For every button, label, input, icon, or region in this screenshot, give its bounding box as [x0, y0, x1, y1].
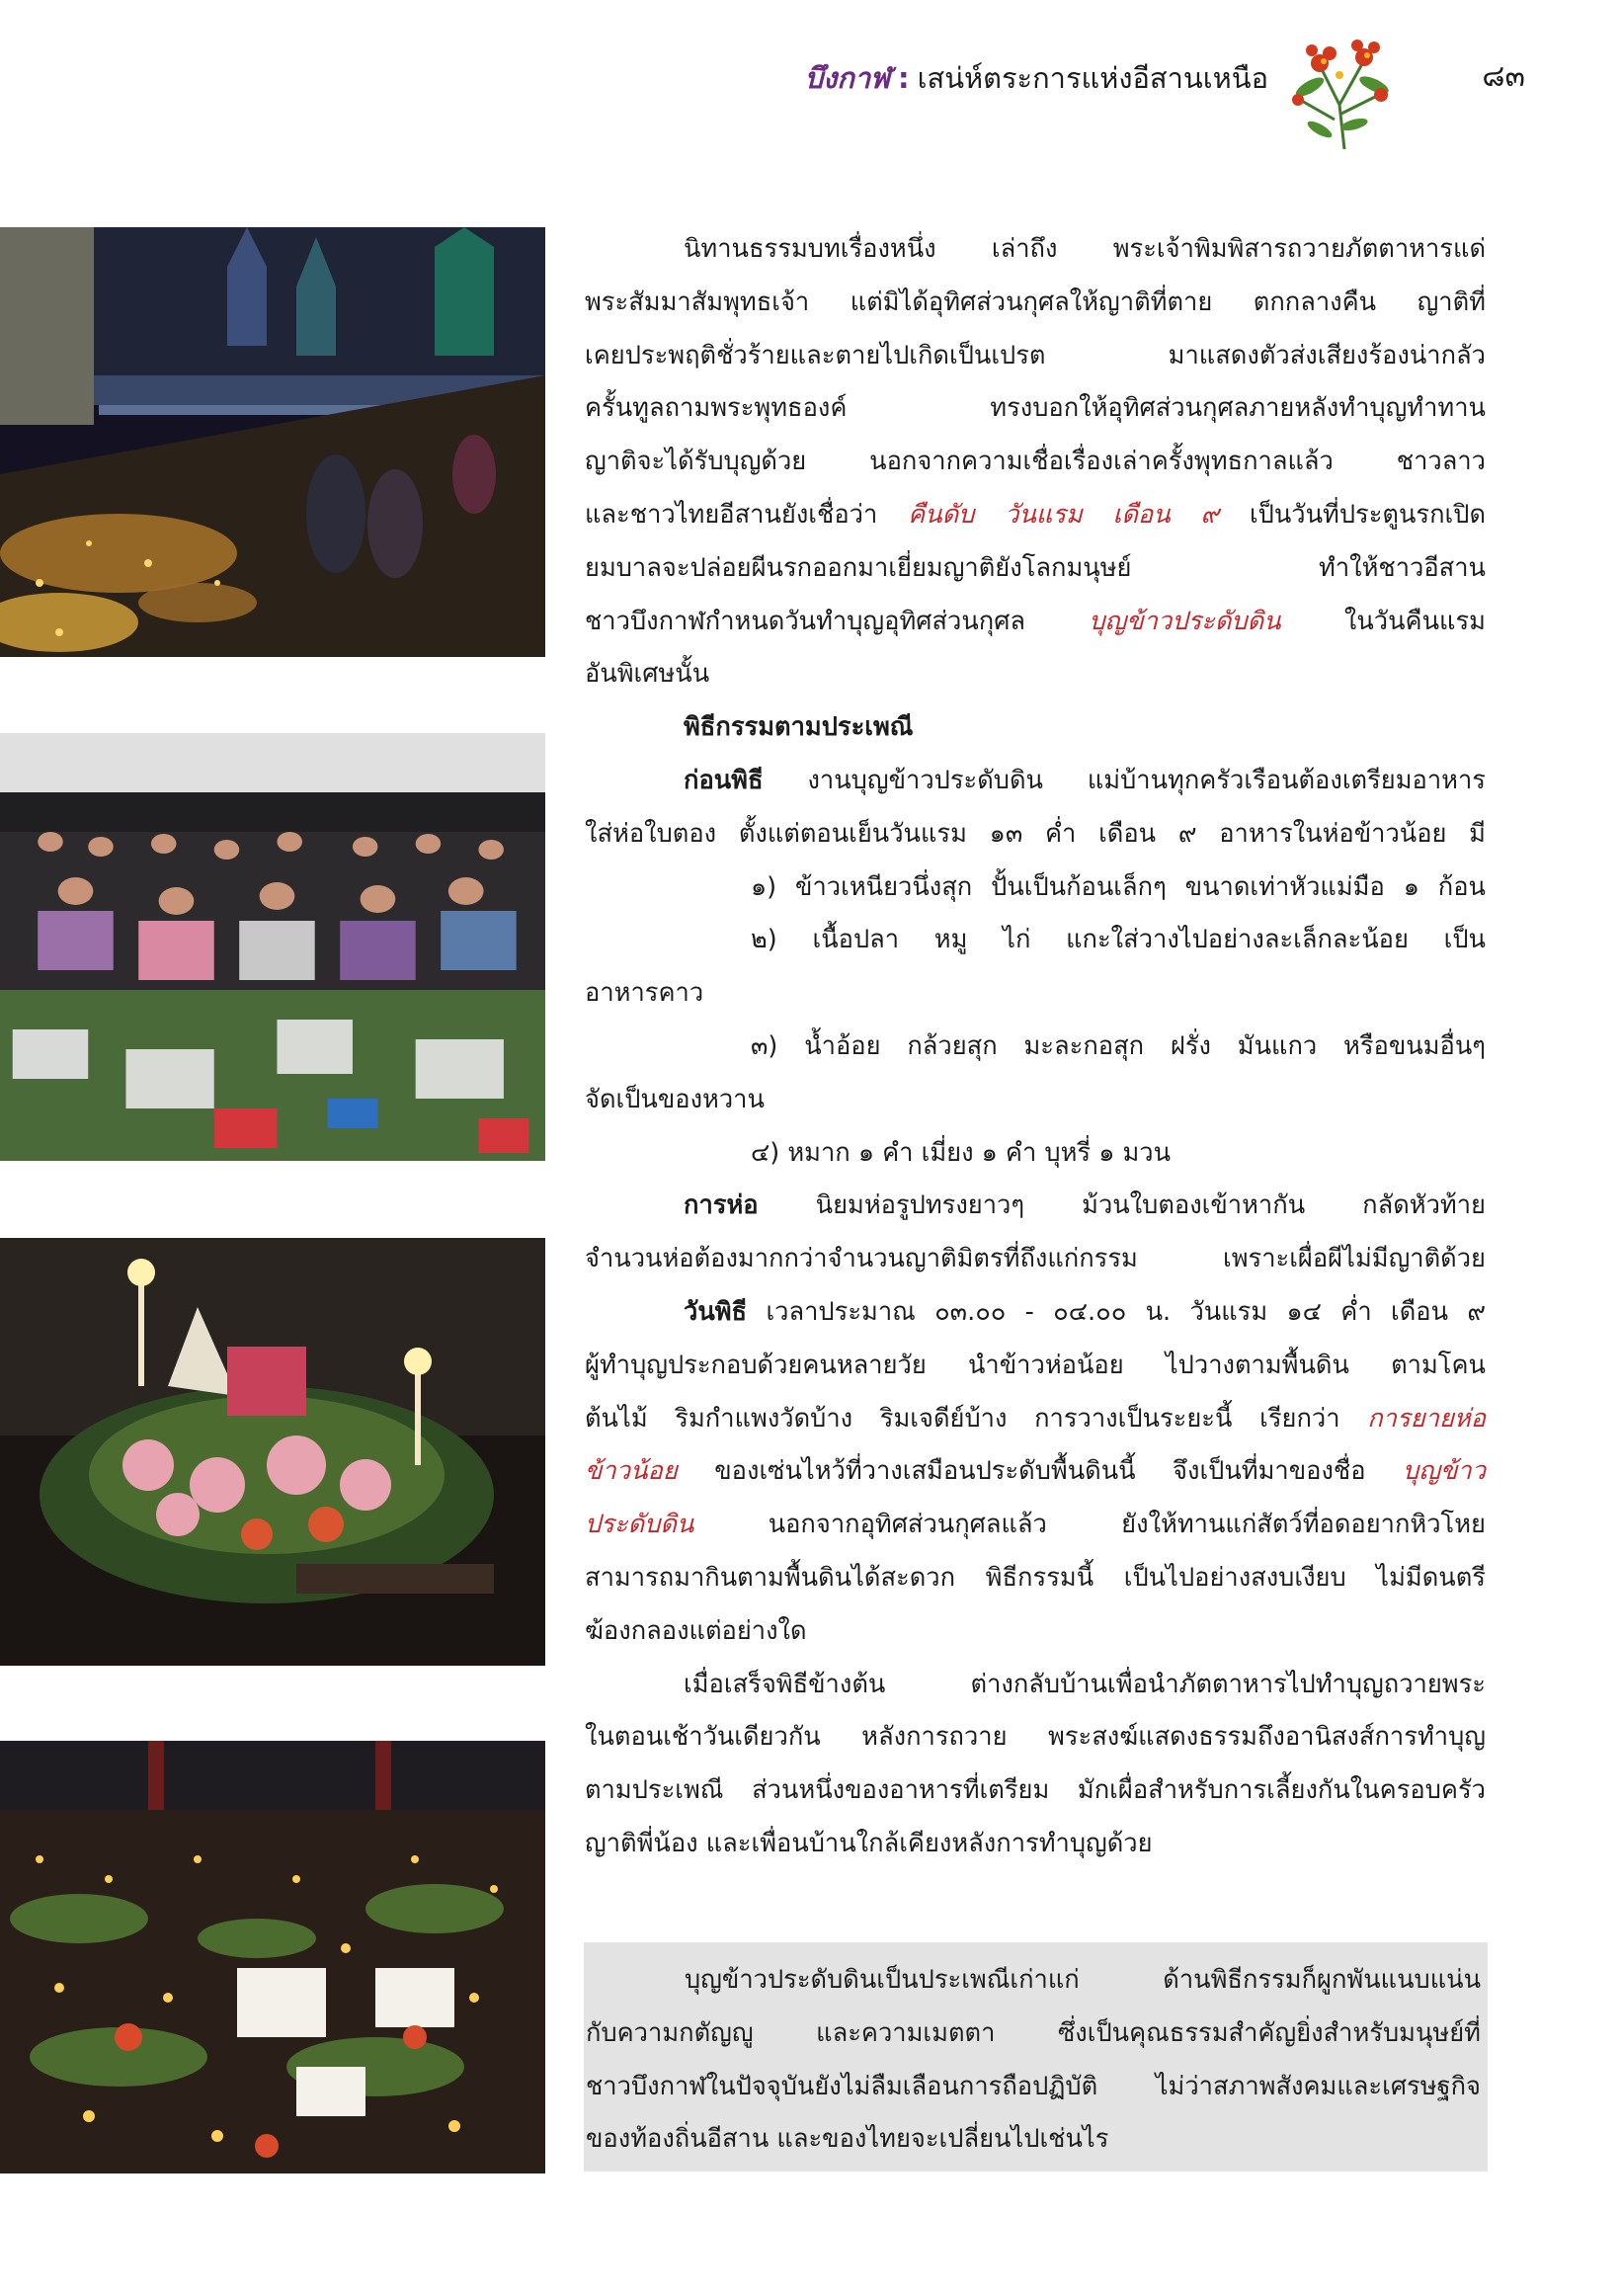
flower-ornament-icon: [1280, 26, 1409, 154]
section-heading: พิธีกรรมตามประเพณี: [684, 712, 914, 743]
paragraph-line: ญาติจะได้รับบุญด้วย นอกจากความเชื่อเรื่องเล่าครั้งพุทธกาลแล้ว ชาวลาว: [585, 447, 1486, 477]
photo-temple-night-offerings: [0, 227, 545, 657]
paragraph-line: [585, 596, 1486, 649]
summary-line: บุญข้าวประดับดินเป็นประเพณีเก่าแก่ ด้านพิธีกรรมก็ผูกพันแนบแน่น: [685, 1965, 1481, 1995]
paragraph-line: [585, 489, 1486, 542]
header-brand: บึงกาฬ: [804, 61, 890, 95]
paragraph-line: [585, 1499, 1486, 1552]
list-item: ๑) ข้าวเหนียวนึ่งสุก ปั้นเป็นก้อนเล็กๆ ขนาดเท่าหัวแม่มือ ๑ ก้อน: [751, 871, 1486, 902]
text-run: ของเซ่นไหว้ที่วางเสมือนประดับพื้นดินนี้ จึงเป็นที่มาของชื่อ: [714, 1456, 1366, 1487]
summary-text: [586, 1954, 1481, 2167]
list-item-cont: จัดเป็นของหวาน: [585, 1084, 765, 1114]
paragraph-line: จำนวนห่อต้องมากกว่าจำนวนญาติมิตรที่ถึงแก่กรรม เพราะเผื่อผีไม่มีญาติด้วย: [585, 1244, 1486, 1274]
paragraph-line: ฆ้องกลองแต่อย่างใด: [585, 1615, 807, 1646]
paragraph-line: [585, 1286, 1486, 1340]
paragraph-line: ใส่ห่อใบตอง ตั้งแต่ตอนเย็นวันแรม ๑๓ ค่ำ เดือน ๙ อาหารในห่อข้าวน้อย มี: [585, 818, 1486, 849]
text-run: เป็นวันที่ประตูนรกเปิด: [1249, 499, 1487, 530]
article-body: [585, 223, 1486, 1871]
text-run: เวลาประมาณ ๐๓.๐๐ - ๐๔.๐๐ น. วันแรม ๑๔ ค่ำ เดือน ๙: [766, 1296, 1486, 1327]
highlight-text: บุญข้าวประดับดิน: [1089, 606, 1281, 636]
paragraph-line: ผู้ทำบุญประกอบด้วยคนหลายวัย นำข้าวห่อน้อย ไปวางตามพื้นดิน ตามโคน: [585, 1350, 1486, 1380]
highlight-text: บุญข้าว: [1403, 1456, 1487, 1487]
paragraph-line: สามารถมากินตามพื้นดินได้สะดวก พิธีกรรมนี้ เป็นไปอย่างสงบเงียบ ไม่มีดนตรี: [585, 1562, 1486, 1593]
page-header: [636, 43, 1525, 142]
summary-line: ชาวบึงกาฬในปัจจุบันยังไม่ลืมเลือนการถือปฏิบัติ ไม่ว่าสภาพสังคมและเศรษฐกิจ: [586, 2071, 1481, 2101]
page-number: ๘๓: [1482, 59, 1525, 94]
header-subtitle: เสน่ห์ตระการแห่งอีสานเหนือ: [917, 61, 1268, 95]
text-run: ชาวบึงกาฬกำหนดวันทำบุญอุทิศส่วนกุศล: [585, 606, 1026, 636]
paragraph-line: อันพิเศษนั้น: [585, 659, 710, 690]
text-run: งานบุญข้าวประดับดิน แม่บ้านทุกครัวเรือนต้องเตรียมอาหาร: [807, 765, 1487, 795]
list-item-cont: อาหารคาว: [585, 978, 704, 1009]
paragraph-line: เมื่อเสร็จพิธีข้างต้น ต่างกลับบ้านเพื่อนำภัตตาหารไปทำบุญถวายพระ: [684, 1669, 1486, 1699]
paragraph-line: [585, 1180, 1486, 1233]
highlight-text: ข้าวน้อย: [585, 1456, 678, 1487]
summary-box: [584, 1942, 1488, 2172]
highlight-text: คืนดับ วันแรม เดือน ๙: [908, 499, 1220, 530]
label-ceremony-day: วันพิธี: [684, 1296, 748, 1327]
label-wrapping: การห่อ: [684, 1190, 759, 1221]
summary-line: กับความกตัญญู และความเมตตา ซึ่งเป็นคุณธรรมสำคัญยิ่งสำหรับมนุษย์ที่: [586, 2017, 1481, 2048]
photo-villagers-gathering: [0, 733, 545, 1161]
paragraph-line: ตามประเพณี ส่วนหนึ่งของอาหารที่เตรียม มักเผื่อสำหรับการเลี้ยงกันในครอบครัว: [585, 1775, 1486, 1806]
highlight-text: ประดับดิน: [585, 1510, 694, 1540]
text-run: นิยมห่อรูปทรงยาวๆ ม้วนใบตองเข้าหากัน กลัดหัวท้าย: [815, 1190, 1486, 1221]
header-title: [805, 55, 1268, 101]
paragraph-line: เคยประพฤติชั่วร้ายและตายไปเกิดเป็นเปรต มาแสดงตัวส่งเสียงร้องน่ากลัว: [585, 340, 1486, 370]
list-item: ๒) เนื้อปลา หมู ไก่ แกะใส่วางไปอย่างละเล็กละน้อย เป็น: [751, 925, 1486, 955]
paragraph-line: ในตอนเช้าวันเดียวกัน หลังการถวาย พระสงฆ์แสดงธรรมถึงอานิสงส์การทำบุญ: [585, 1722, 1486, 1753]
paragraph-line: ครั้นทูลถามพระพุทธองค์ ทรงบอกให้อุทิศส่วนกุศลภายหลังทำบุญทำทาน: [585, 393, 1486, 424]
text-run: ในวันคืนแรม: [1343, 606, 1486, 636]
label-before-ceremony: ก่อนพิธี: [684, 765, 764, 795]
paragraph-line: [585, 755, 1486, 808]
header-separator: :: [897, 61, 910, 95]
text-run: ต้นไม้ ริมกำแพงวัดบ้าง ริมเจดีย์บ้าง การวางเป็นระยะนี้ เรียกว่า: [585, 1403, 1340, 1434]
paragraph-line: ยมบาลจะปล่อยผีนรกออกมาเยี่ยมญาติยังโลกมนุษย์ ทำให้ชาวอีสาน: [585, 552, 1486, 583]
photo-ground-offerings-candles: [0, 1741, 545, 2173]
list-item: ๔) หมาก ๑ คำ เมี่ยง ๑ คำ บุหรี่ ๑ มวน: [751, 1137, 1172, 1168]
paragraph-line: [585, 1393, 1486, 1446]
highlight-text: การยายห่อ: [1367, 1403, 1487, 1434]
text-run: นอกจากอุทิศส่วนกุศลแล้ว ยังให้ทานแก่สัตว์ที่อดอยากหิวโหย: [768, 1510, 1486, 1540]
summary-line: ของท้องถิ่นอีสาน และของไทยจะเปลี่ยนไปเช่นไร: [586, 2124, 1109, 2155]
photo-leaf-offering-tray: [0, 1238, 545, 1666]
paragraph-line: ญาติพี่น้อง และเพื่อนบ้านใกล้เคียงหลังการทำบุญด้วย: [585, 1828, 1153, 1858]
text-run: และชาวไทยอีสานยังเชื่อว่า: [585, 499, 878, 530]
paragraph-line: พระสัมมาสัมพุทธเจ้า แต่มิได้อุทิศส่วนกุศลให้ญาติที่ตาย ตกกลางคืน ญาติที่: [585, 287, 1486, 317]
paragraph-line: [585, 1445, 1486, 1499]
paragraph-line: นิทานธรรมบทเรื่องหนึ่ง เล่าถึง พระเจ้าพิมพิสารถวายภัตตาหารแด่: [684, 234, 1486, 264]
list-item: ๓) น้ำอ้อย กล้วยสุก มะละกอสุก ฝรั่ง มันแกว หรือขนมอื่นๆ: [751, 1030, 1486, 1061]
